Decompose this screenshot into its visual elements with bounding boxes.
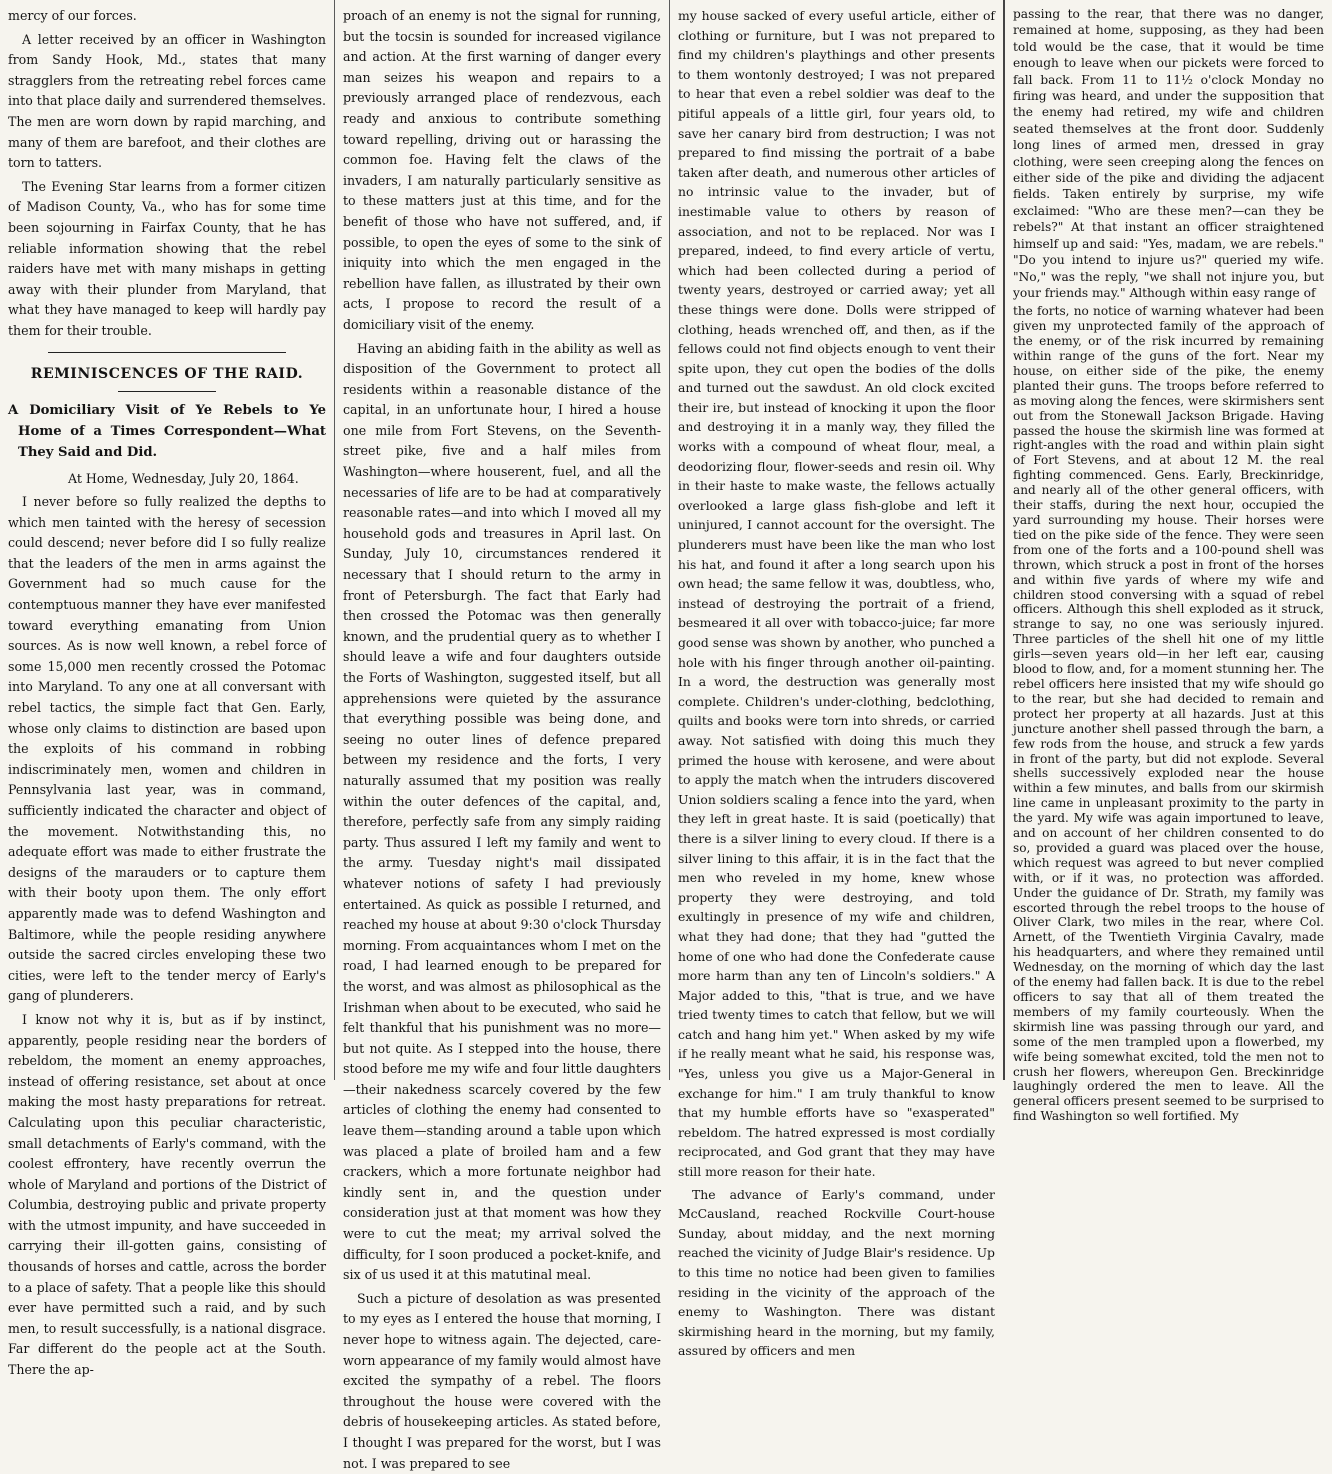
paragraph: I never before so fully realized the depths to which men tainted with the heresy of secession could descend; never before did I so fully realize that the leaders of the men in arms against the Government had so much cause for the contemptuous manner they have ever manifested toward everything emanating from Union sources. As is now well known, a rebel force of some 15,000 men recently crossed the Potomac into Maryland. To any one at all conversant with rebel tactics, the simple fact that Gen. Early, whose only claims to distinction are based upon the exploits of his command in robbing indiscriminately men, women and children in Pennsylvania last year, was in command, sufficiently indicated the character and object of the movement. Notwithstanding this, no adequate effort was made to either frustrate the designs of the marauders or to capture them with their booty upon them. The only effort apparently made was to defend Washington and Baltimore, while the people residing anywhere outside the sacred circles enveloping these two cities, were left to the tender mercy of Early's gang of plunderers. [8, 494, 326, 1004]
section-rule [48, 352, 286, 353]
section-rule-short [118, 391, 216, 392]
paragraph: The Evening Star learns from a former citizen of Madison County, Va., who has for some time been sojourning in Fairfax County, that he has reliable information showing that the rebel raiders have met with many mishaps in getting away with their plunder from Maryland, that what they have managed to keep will hardly pay them for their trouble. [8, 178, 326, 338]
paragraph: Such a picture of desolation as was presented to my eyes as I entered the house that morning, I never hope to witness again. The dejected, care-worn appearance of my family would almost have excited the sympathy of a rebel. The floors throughout the house were covered with the debris of housekeeping articles. As stated before, I thought I was prepared for the worst, but I was not. I was prepared to see [343, 1290, 661, 1471]
paragraph: passing to the rear, that there was no danger, remained at home, supposing, as they had been told would be the case, that it would be time enough to leave when our pickets were forced to fall back. From 11 to 11½ o'clock Monday no firing was heard, and under the supposition that the enemy had retired, my wife and children seated themselves at the front door. Suddenly long lines of armed men, dressed in gray clothing, were seen creeping along the fences on either side of the pike and dividing the adjacent fields. Taken entirely by surprise, my wife exclaimed: "Who are these men?—can they be rebels?" At that instant an officer straightened himself up and said: "Yes, madam, we are rebels." "Do you intend to injure us?" queried my wife. "No," was the reply, "we shall not injure you, but your friends may." Although within easy range of [1013, 7, 1324, 300]
article-subhead: A Domiciliary Visit of Ye Rebels to Ye Home of a Times Correspondent—What They Said and Did. [8, 402, 326, 460]
article-dateline: At Home, Wednesday, July 20, 1864. [68, 470, 299, 486]
column-4 [1005, 0, 1332, 1124]
paragraph: I know not why it is, but as if by instinct, apparently, people residing near the borders of rebeldom, the moment an enemy approaches, instead of offering resistance, set about at once making the most hasty preparations for retreat. Calculating upon this peculiar characteristic, small detachments of Early's command, with the coolest effrontery, have recently overrun the whole of Maryland and portions of the District of Columbia, destroying public and private property with the utmost impunity, and have succeeded in carrying their ill-gotten gains, consisting of thousands of horses and cattle, across the border to a place of safety. That a people like this should ever have permitted such a raid, and by such men, to result successfully, is a national disgrace. Far different do the people act at the South. There the ap- [8, 1011, 326, 1378]
paragraph: the forts, no notice of warning whatever had been given my unprotected family of the approach of the enemy, or of the risk incurred by remaining within range of the guns of the fort. Near my house, on either side of the pike, the enemy planted their guns. The troops before referred to as moving along the fences, were skirmishers sent out from the Stonewall Jackson Brigade. Having passed the house the skirmish line was formed at right-angles with the road and within plain sight of Fort Stevens, and at about 12 M. the real fighting commenced. Gens. Early, Breckinridge, and nearly all of the other general officers, with their staffs, during the next hour, occupied the yard surrounding my house. Their horses were tied on the pike side of the fence. They were seen from one of the forts and a 100-pound shell was thrown, which struck a post in front of the horses and within five yards of where my wife and children stood conversing with a squad of rebel officers. Although this shell exploded as it struck, strange to say, no one was seriously injured. Three particles of the shell hit one of my little girls—seven years old—in her left ear, causing blood to flow, and, for a moment stunning her. The rebel officers here insisted that my wife should go to the rear, but she had decided to remain and protect her property at all hazards. Just at this juncture another shell passed through the barn, a few rods from the house, and struck a few yards in front of the party, but did not explode. Several shells successively exploded near the house within a few minutes, and balls from our skirmish line came in unpleasant proximity to the party in the yard. My wife was again importuned to leave, and on account of her children consented to do so, provided a guard was placed over the house, which request was agreed to but never complied with, or if it was, no protection was afforded. Under the guidance of Dr. Strath, my family was escorted through the rebel troops to the house of Oliver Clark, two miles in the rear, where Col. Arnett, of the Twentieth Virginia Cavalry, made his headquarters, and where they remained until Wednesday, on the morning of which day the last of the enemy had fallen back. It is due to the rebel officers to say that all of them treated the members of my family courteously. When the skirmish line was passing through our yard, and some of the men trampled upon a flowerbed, my wife being somewhat excited, told the men not to crush her flowers, whereupon Gen. Breckinridge laughingly ordered the men to leave. All the general officers present seemed to be surprised to find Washington so well fortified. My [1013, 304, 1324, 1124]
paragraph: proach of an enemy is not the signal for running, but the tocsin is sounded for increased vigilance and action. At the first warning of danger every man seizes his weapon and repairs to a previously arranged place of rendezvous, each ready and anxious to contribute something toward repelling, driving out or harassing the common foe. Having felt the claws of the invaders, I am naturally particularly sensitive as to these matters just at this time, and for the benefit of those who have not suffered, and, if possible, to open the eyes of some to the sink of iniquity into which the men engaged in the rebellion have fallen, as illustrated by their own acts, I propose to record the result of a domiciliary visit of the enemy. [343, 8, 661, 332]
column-2 [335, 0, 670, 1471]
paragraph: my house sacked of every useful article, either of clothing or furniture, but I was not prepared to find my children's playthings and other presents to them wontonly destroyed; I was not prepared to hear that even a rebel soldier was deaf to the pitiful appeals of a little girl, four years old, to save her canary bird from destruction; I was not prepared to find missing the portrait of a babe taken after death, and numerous other articles of no intrinsic value to the invader, but of inestimable value to others by reason of association, and not to be replaced. Nor was I prepared, indeed, to find every article of vertu, which had been collected during a period of twenty years, destroyed or carried away; yet all these things were done. Dolls were stripped of clothing, heads wrenched off, and then, as if the fellows could not find objects enough to vent their spite upon, they cut open the bodies of the dolls and turned out the sawdust. An old clock excited their ire, but instead of knocking it upon the floor and destroying it in a manly way, they filled the works with a compound of wheat flour, meal, a deodorizing flour, flower-seeds and resin oil. Why in their haste to make waste, the fellows actually overlooked a large glass fish-globe and left it uninjured, I cannot account for the oversight. The plunderers must have been like the man who lost his hat, and found it after a long search upon his own head; the same fellow it was, doubtless, who, instead of destroying the portrait of a friend, besmeared it all over with tobacco-juice; far more good sense was shown by another, who punched a hole with his finger through another oil-painting. In a word, the destruction was generally most complete. Children's under-clothing, bedclothing, quilts and books were torn into shreds, or carried away. Not satisfied with doing this much they primed the house with kerosene, and were about to apply the match when the intruders discovered Union soldiers scaling a fence into the yard, when they left in great haste. It is said (poetically) that there is a silver lining to every cloud. If there is a silver lining to this affair, it is in the fact that the men who reveled in my home, knew whose property they were destroying, and told exultingly in presence of my wife and children, what they had done; that they had "gutted the home of one who had done the Confederate cause more harm than any ten of Lincoln's soldiers." A Major added to this, "that is true, and we have tried twenty times to catch that fellow, but we will catch and hang him yet." When asked by my wife if he really meant what he said, his response was, "Yes, unless you give us a Major-General in exchange for him." I am truly thankful to know that my humble efforts have so "exasperated" rebeldom. The hatred expressed is most cordially reciprocated, and God grant that they may have still more reason for their hate. [678, 8, 995, 1180]
section-heading: REMINISCENCES OF THE RAID. [30, 365, 304, 382]
column-1 [0, 0, 335, 1378]
column-3 [670, 0, 1005, 1359]
paragraph: The advance of Early's command, under McCausland, reached Rockville Court-house Sunday, about midday, and the next morning reached the vicinity of Judge Blair's residence. Up to this time no notice had been given to families residing in the vicinity of the approach of the enemy to Washington. There was distant skirmishing heard in the morning, but my family, assured by officers and men [678, 1186, 995, 1359]
paragraph: mercy of our forces. [8, 8, 137, 23]
paragraph: Having an abiding faith in the ability as well as disposition of the Government to protect all residents within a reasonable distance of the capital, in an unfortunate hour, I hired a house one mile from Fort Stevens, on the Seventh-street pike, five and a half miles from Washington—where houserent, fuel, and all the necessaries of life are to be had at comparatively reasonable rates—and into which I moved all my household gods and treasures in April last. On Sunday, July 10, circumstances rendered it necessary that I should return to the army in front of Petersburgh. The fact that Early had then crossed the Potomac was then generally known, and the prudential query as to whether I should leave a wife and four daughters outside the Forts of Washington, suggested itself, but all apprehensions were quieted by the assurance that everything possible was being done, and seeing no outer lines of defence prepared between my residence and the forts, I very naturally assumed that my position was really within the outer defences of the capital, and, therefore, perfectly safe from any simply raiding party. Thus assured I left my family and went to the army. Tuesday night's mail dissipated whatever notions of safety I had previously entertained. As quick as possible I returned, and reached my house at about 9:30 o'clock Thursday morning. From acquaintances whom I met on the road, I had learned enough to be prepared for the worst, and was almost as philosophical as the Irishman when about to be executed, who said he felt thankful that his punishment was no more—but not quite. As I stepped into the house, there stood before me my wife and four little daughters—their nakedness scarcely covered by the few articles of clothing the enemy had consented to leave them—standing around a table upon which was placed a plate of broiled ham and a few crackers, which a more fortunate neighbor had kindly sent in, and the question under consideration just at that moment was how they were to cut the meat; my arrival solved the difficulty, for I soon produced a pocket-knife, and six of us used it at this matutinal meal. [343, 340, 661, 1283]
paragraph: A letter received by an officer in Washington from Sandy Hook, Md., states that many stragglers from the retreating rebel forces came into that place daily and surrendered themselves. The men are worn down by rapid marching, and many of them are barefoot, and their clothes are torn to tatters. [8, 31, 326, 171]
